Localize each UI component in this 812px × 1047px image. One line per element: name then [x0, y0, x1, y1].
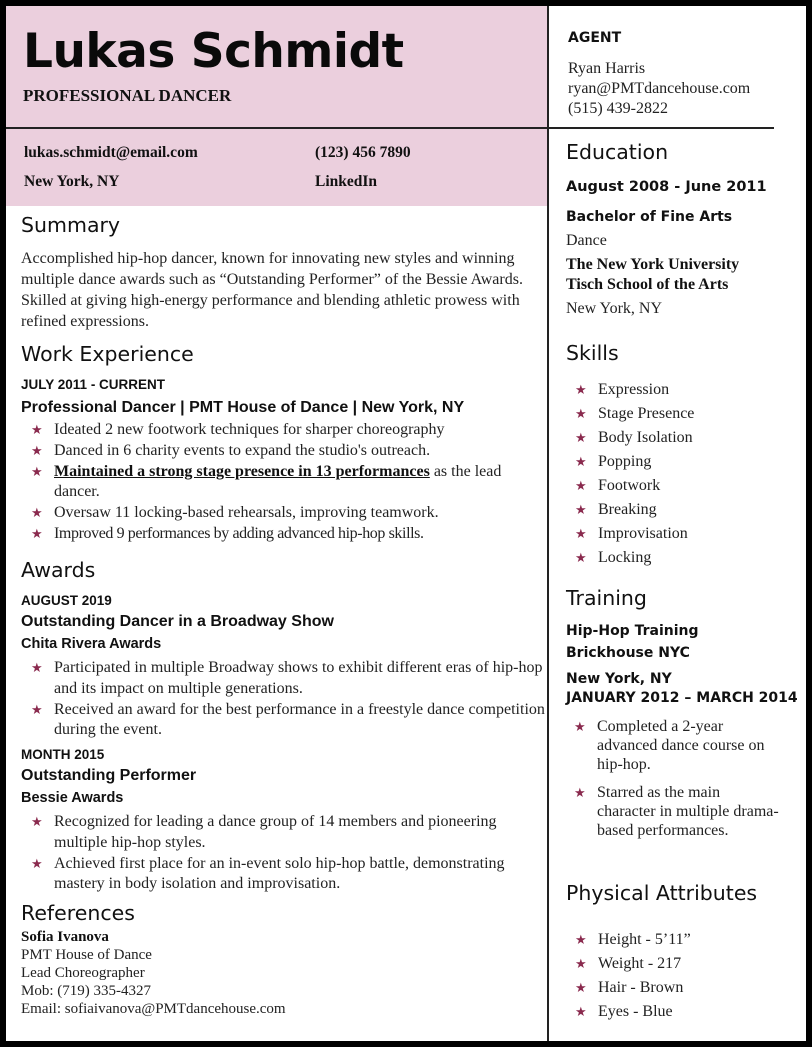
education-heading: Education: [566, 140, 669, 164]
star-icon: ★: [575, 550, 587, 565]
star-icon: ★: [31, 525, 43, 541]
star-icon: ★: [31, 855, 43, 871]
list-item: ★ Participated in multiple Broadway shows to exhibit different eras of hip-hop and its impact on multiple generations.: [31, 659, 543, 697]
highlight-text: Maintained a strong stage presence in 13 performances: [54, 462, 430, 480]
star-icon: ★: [575, 956, 587, 971]
awards-heading: Awards: [21, 558, 96, 582]
star-icon: ★: [31, 422, 43, 437]
star-icon: ★: [574, 719, 586, 734]
list-item: ★ Improvisation: [566, 522, 694, 546]
list-item: ★ Received an award for the best performance in a freestyle dance competition during the event.: [31, 700, 545, 739]
work-date: JULY 2011 - CURRENT: [21, 377, 166, 392]
list-item: ★ Stage Presence: [566, 402, 694, 426]
list-item: ★ Body Isolation: [566, 426, 694, 450]
reference-name: Sofia Ivanova: [21, 929, 109, 945]
star-icon: ★: [31, 701, 43, 717]
list-item: ★ Weight - 217: [566, 952, 691, 976]
star-icon: ★: [575, 502, 587, 517]
award-org: Bessie Awards: [21, 790, 124, 806]
reference-position: Lead Choreographer: [21, 965, 145, 981]
header-divider: [6, 127, 774, 129]
agent-heading: AGENT: [568, 30, 622, 46]
list-item: ★ Danced in 6 charity events to expand the studio's outreach.: [21, 441, 551, 462]
list-item: ★ Hair - Brown: [566, 976, 691, 1000]
agent-email[interactable]: ryan@PMTdancehouse.com: [568, 80, 751, 97]
training-bullets: [566, 717, 781, 849]
award-title: Outstanding Performer: [21, 767, 197, 784]
work-bullets: [21, 420, 551, 545]
star-icon: ★: [575, 1004, 587, 1019]
star-icon: ★: [575, 406, 587, 421]
list-item: ★ Ideated 2 new footwork techniques for sharper choreography: [21, 420, 551, 441]
star-icon: ★: [575, 478, 587, 493]
list-item: ★ Height - 5’11”: [566, 928, 691, 952]
references-heading: References: [21, 901, 135, 925]
list-item: ★ Improved 9 performances by adding advanced hip-hop skills.: [21, 524, 551, 545]
star-icon: ★: [31, 660, 43, 675]
award-bullets: [21, 658, 553, 741]
education-school: Tisch School of the Arts: [566, 276, 729, 293]
education-location: New York, NY: [566, 300, 663, 317]
reference-company: PMT House of Dance: [21, 947, 152, 963]
list-item: ★ Completed a 2-year advanced dance course on hip-hop.: [574, 718, 765, 773]
star-icon: ★: [575, 454, 587, 469]
list-item: ★ Expression: [566, 378, 694, 402]
list-item: ★ Footwork: [566, 474, 694, 498]
contact-location: New York, NY: [24, 173, 120, 190]
summary-text: Accomplished hip-hop dancer, known for innovating new styles and winning multiple dance awards such as “Outstanding Performer” of the Bessie Awards. Skilled at giving high-energy performance and blending athletic prowess with refined expressions.: [21, 250, 523, 330]
agent-name: Ryan Harris: [568, 60, 646, 77]
education-school: The New York University: [566, 256, 740, 273]
star-icon: ★: [31, 463, 43, 479]
physical-heading: Physical Attributes: [566, 881, 758, 905]
star-icon: ★: [575, 932, 587, 947]
star-icon: ★: [574, 785, 586, 800]
work-heading: Work Experience: [21, 342, 194, 366]
summary-heading: Summary: [21, 213, 121, 237]
skills-list: [566, 378, 694, 570]
list-item: ★ Locking: [566, 546, 694, 570]
work-title: Professional Dancer | PMT House of Dance | New York, NY: [21, 399, 465, 416]
award-date: AUGUST 2019: [21, 593, 112, 608]
physical-list: [566, 928, 691, 1024]
list-item: ★ Maintained a strong stage presence in 13 performances as the lead dancer.: [31, 462, 502, 501]
candidate-role: PROFESSIONAL DANCER: [23, 86, 232, 105]
list-item: ★ Achieved first place for an in-event solo hip-hop battle, demonstrating mastery in body isolation and improvisation.: [31, 854, 505, 893]
education-field: Dance: [566, 232, 607, 249]
star-icon: ★: [31, 814, 43, 829]
star-icon: ★: [31, 505, 43, 521]
contact-linkedin[interactable]: LinkedIn: [315, 173, 378, 190]
reference-mobile: Mob: (719) 335-4327: [21, 983, 151, 999]
list-item: ★ Popping: [566, 450, 694, 474]
education-date: August 2008 - June 2011: [566, 179, 767, 195]
contact-phone: (123) 456 7890: [315, 144, 411, 161]
list-item: ★ Oversaw 11 locking-based rehearsals, improving teamwork.: [21, 503, 551, 524]
agent-phone: (515) 439-2822: [568, 100, 668, 117]
contact-band: [6, 128, 548, 206]
training-school: Brickhouse NYC: [566, 645, 690, 661]
training-program: Hip-Hop Training: [566, 623, 699, 639]
award-date: MONTH 2015: [21, 747, 105, 762]
training-date: JANUARY 2012 – MARCH 2014: [566, 690, 798, 706]
contact-email[interactable]: lukas.schmidt@email.com: [24, 144, 198, 161]
list-item: ★ Eyes - Blue: [566, 1000, 691, 1024]
star-icon: ★: [575, 526, 587, 541]
award-bullets: [21, 812, 548, 895]
star-icon: ★: [31, 442, 43, 458]
training-heading: Training: [566, 586, 647, 610]
list-item: ★ Breaking: [566, 498, 694, 522]
star-icon: ★: [575, 430, 587, 445]
education-degree: Bachelor of Fine Arts: [566, 209, 733, 225]
list-item: ★ Recognized for leading a dance group of 14 members and pioneering multiple hip-hop styles.: [31, 813, 497, 851]
training-location: New York, NY: [566, 671, 672, 687]
skills-heading: Skills: [566, 341, 619, 365]
award-org: Chita Rivera Awards: [21, 636, 162, 652]
award-title: Outstanding Dancer in a Broadway Show: [21, 613, 334, 630]
star-icon: ★: [575, 980, 587, 995]
reference-email[interactable]: Email: sofiaivanova@PMTdancehouse.com: [21, 1001, 286, 1017]
candidate-name: Lukas Schmidt: [23, 24, 404, 79]
list-item: ★ Starred as the main character in multiple drama-based performances.: [574, 784, 779, 839]
star-icon: ★: [575, 382, 587, 397]
